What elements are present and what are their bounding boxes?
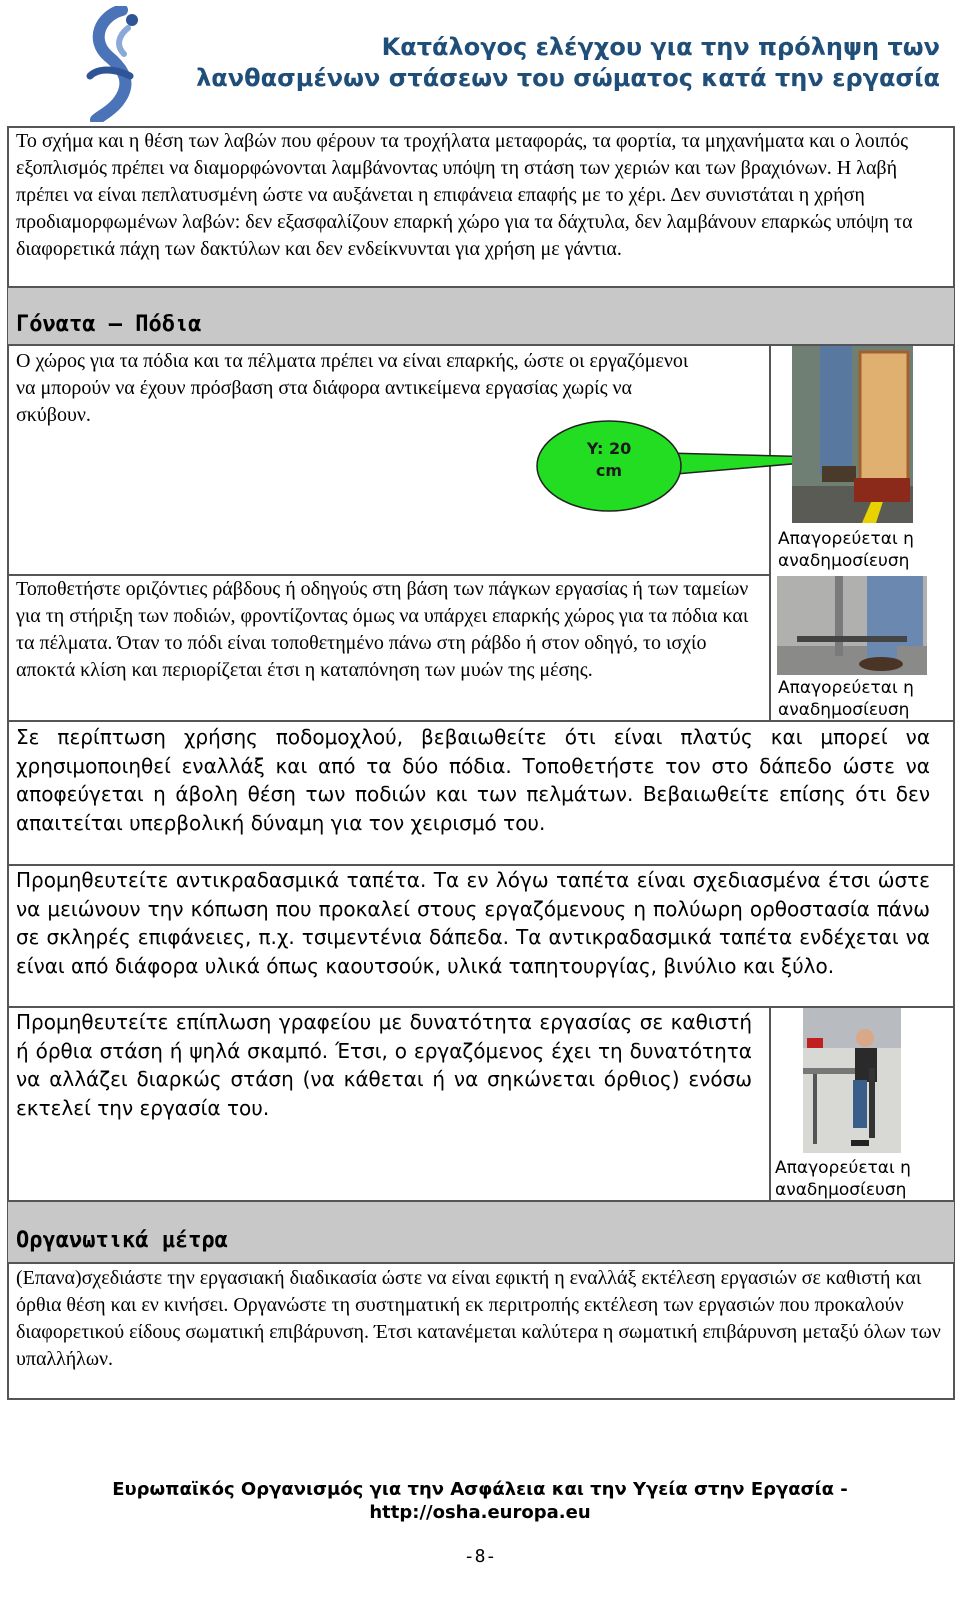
document-header	[160, 32, 940, 94]
photo-sit-stand-stool	[803, 1008, 901, 1153]
photo-footrest-image	[777, 576, 927, 675]
header-title-line1: Κατάλογος ελέγχου για την πρόληψη των	[381, 33, 940, 61]
org-heading: Οργανωτικά μέτρα	[16, 1228, 228, 1253]
bubble-line2: cm	[595, 461, 623, 480]
knees-heading: Γόνατα — Πόδια	[16, 312, 202, 337]
osha-logo-icon	[70, 6, 154, 122]
photo3-caption: Απαγορεύεται η αναδημοσίευση	[775, 1158, 911, 1200]
footstool-paragraph: Σε περίπτωση χρήσης ποδομοχλού, βεβαιωθείτε ότι είναι πλατύς και μπορεί να χρησιμοποιηθεί εναλλάξ και από τα δύο πόδια. Τοποθετήστε τον στο δάπεδο ώστε να αποφεύγεται η άβολη θέση των ποδιών και των πελμάτων. Βεβαιωθείτε επίσης ότι δεν απαιτείται υπερβολική δύναμη για τον χειρισμό του.	[16, 725, 930, 835]
furniture-paragraph: Προμηθευτείτε επίπλωση γραφείου με δυνατότητα εργασίας σε καθιστή ή όρθια στάση ή ψηλά σκαμπό. Έτσι, ο εργαζόμενος έχει τη δυνατότητα να αλλάζει διαρκώς στάση (να κάθεται ή να σηκώνεται όρθιος) ενόσω εκτελεί την εργασία του.	[16, 1010, 752, 1120]
photo-leg-space-image	[792, 346, 913, 523]
footrest-paragraph: Τοποθετήστε οριζόντιες ράβδους ή οδηγούς στη βάση των πάγκων εργασίας ή των ταμείων για τη στήριξη των ποδιών, φροντίζοντας όμως να υπάρχει επαρκής χώρος για τα πόδια και τα πέλματα. Όταν το πόδι είναι τοποθετημένο πάνω στη ράβδο ή στον οδηγό, το ισχίο αποκτά κλίση και περιορίζεται έτσι η καταπόνηση των μυών της μέσης.	[16, 578, 749, 681]
footer-url: http://osha.europa.eu	[369, 1502, 591, 1523]
divider	[7, 286, 955, 288]
photo2-caption: Απαγορεύεται η αναδημοσίευση	[778, 678, 914, 720]
bubble-line1: Y: 20	[586, 439, 632, 458]
handles-paragraph: Το σχήμα και η θέση των λαβών που φέρουν τα τροχήλατα μεταφοράς, τα φορτία, τα μηχανήματα και ο λοιπός εξοπλισμός πρέπει να διαμορφώνονται λαμβάνοντας υπόψη τη στάση των χεριών και των βραχιόνων. Η λαβή πρέπει να είναι πεπλατυσμένη ώστε να αυξάνεται η επιφάνεια επαφής με το χέρι. Δεν συνιστάται η χρήση προδιαμορφωμένων λαβών: δεν εξασφαλίζουν επαρκή χώρο για τα δάχτυλα, δεν λαμβάνουν επαρκώς υπόψη τα διαφορετικά πάχη των δακτύλων και δεν ενδείκνυνται για χρήση με γάντια.	[16, 130, 913, 260]
bubble-label	[568, 438, 650, 482]
photo-footrest	[777, 576, 927, 675]
photo1-caption: Απαγορεύεται η αναδημοσίευση	[778, 529, 914, 571]
mats-paragraph: Προμηθευτείτε αντικραδασμικά ταπέτα. Τα εν λόγω ταπέτα είναι σχεδιασμένα έτσι ώστε να μειώνουν την κόπωση που προκαλεί στους εργαζόμενους η πολύωρη ορθοστασία πάνω σε σκληρές επιφάνειες, π.χ. τσιμεντένια δάπεδα. Τα αντικραδασμικά ταπέτα ενδέχεται να είναι από διάφορα υλικά όπως καουτσούκ, υλικά ταπητουργίας, βινύλιο και ξύλο.	[16, 868, 930, 978]
divider	[7, 1262, 955, 1264]
column-divider	[769, 1006, 771, 1200]
header-title-line2: λανθασμένων στάσεων του σώματος κατά την εργασία	[196, 64, 940, 92]
column-divider	[769, 344, 771, 720]
footer-organisation: Ευρωπαϊκός Οργανισμός για την Ασφάλεια και την Υγεία στην Εργασία -	[112, 1479, 848, 1500]
photo-sit-stand-stool-image	[803, 1008, 901, 1153]
page-number: -8-	[463, 1546, 497, 1567]
knees-paragraph: Ο χώρος για τα πόδια και τα πέλματα πρέπει να είναι επαρκής, ώστε οι εργαζόμενοι να μπορούν να έχουν πρόσβαση στα διάφορα αντικείμενα εργασίας χωρίς να σκύβουν.	[16, 350, 689, 426]
org-paragraph: (Επανα)σχεδιάστε την εργασιακή διαδικασία ώστε να είναι εφικτή η εναλλάξ εκτέλεση εργασιών σε καθιστή και όρθια θέση και εν κινήσει. Οργανώστε τη συστηματική εκ περιτροπής εκτέλεση των εργασιών που προκαλούν διαφορετικού είδους σωματική επιβάρυνση. Έτσι κατανέμεται καλύτερα η σωματική επιβάρυνση μεταξύ όλων των υπαλλήλων.	[16, 1267, 941, 1370]
photo-leg-space	[792, 346, 913, 523]
